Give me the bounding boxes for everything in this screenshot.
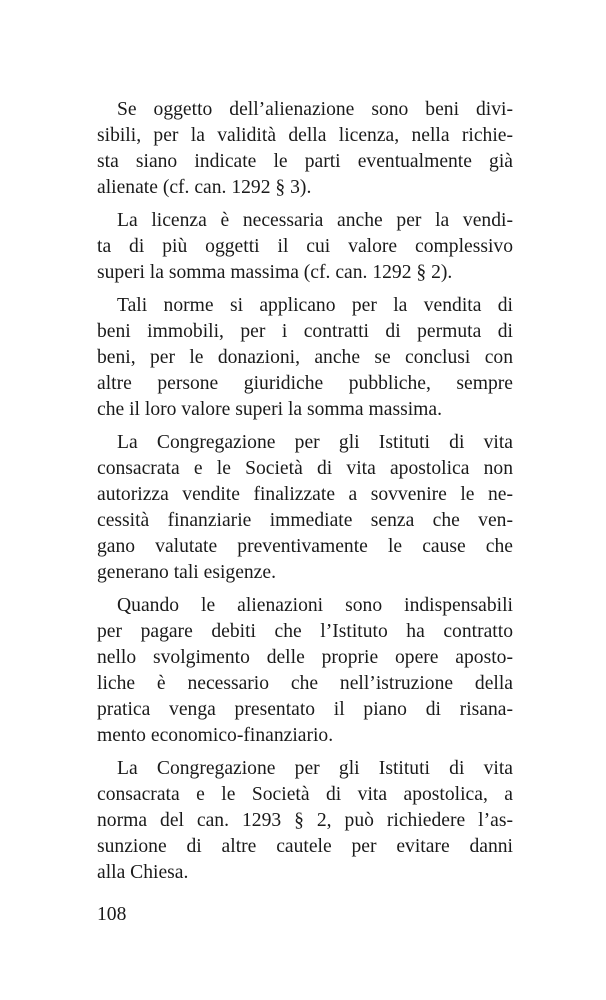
paragraph bbox=[97, 430, 513, 586]
paragraph bbox=[97, 293, 513, 423]
text-line: superi la somma massima (cf. can. 1292 § 2). bbox=[97, 262, 453, 283]
paragraph bbox=[97, 593, 513, 749]
text-line: autorizza vendite finalizzate a sovvenire le ne- bbox=[97, 484, 513, 505]
text-line: norma del can. 1293 § 2, può richiedere l’as- bbox=[97, 810, 513, 831]
text-line: alienate (cf. can. 1292 § 3). bbox=[97, 177, 312, 198]
text-line: Tali norme si applicano per la vendita di bbox=[117, 295, 513, 316]
text-line: beni, per le donazioni, anche se conclusi con bbox=[97, 347, 513, 368]
text-line: Se oggetto dell’alienazione sono beni divi- bbox=[117, 99, 513, 120]
text-line: nello svolgimento delle proprie opere aposto- bbox=[97, 647, 513, 668]
text-line: consacrata e le Società di vita apostolica, a bbox=[97, 784, 513, 805]
text-line: liche è necessario che nell’istruzione della bbox=[97, 673, 513, 694]
body-text bbox=[97, 97, 513, 893]
text-line: per pagare debiti che l’Istituto ha contratto bbox=[97, 621, 513, 642]
text-line: pratica venga presentato il piano di risana- bbox=[97, 699, 513, 720]
paragraph bbox=[97, 756, 513, 886]
text-line: consacrata e le Società di vita apostolica non bbox=[97, 458, 513, 479]
page-number: 108 bbox=[97, 904, 127, 925]
text-line: beni immobili, per i contratti di permuta di bbox=[97, 321, 513, 342]
text-line: La licenza è necessaria anche per la vendi- bbox=[117, 210, 513, 231]
text-line: Quando le alienazioni sono indispensabili bbox=[117, 595, 513, 616]
text-line: sta siano indicate le parti eventualmente già bbox=[97, 151, 513, 172]
text-line: alla Chiesa. bbox=[97, 862, 189, 883]
text-line: sunzione di altre cautele per evitare danni bbox=[97, 836, 513, 857]
text-line: ta di più oggetti il cui valore complessivo bbox=[97, 236, 513, 257]
text-line: gano valutate preventivamente le cause che bbox=[97, 536, 513, 557]
text-line: cessità finanziarie immediate senza che ven- bbox=[97, 510, 513, 531]
text-line: La Congregazione per gli Istituti di vita bbox=[117, 432, 513, 453]
text-line: generano tali esigenze. bbox=[97, 562, 276, 583]
text-line: che il loro valore superi la somma massima. bbox=[97, 399, 442, 420]
paragraph bbox=[97, 97, 513, 201]
text-line: altre persone giuridiche pubbliche, sempre bbox=[97, 373, 513, 394]
paragraph bbox=[97, 208, 513, 286]
text-line: mento economico-finanziario. bbox=[97, 725, 334, 746]
text-line: La Congregazione per gli Istituti di vita bbox=[117, 758, 513, 779]
text-line: sibili, per la validità della licenza, nella richie- bbox=[97, 125, 513, 146]
